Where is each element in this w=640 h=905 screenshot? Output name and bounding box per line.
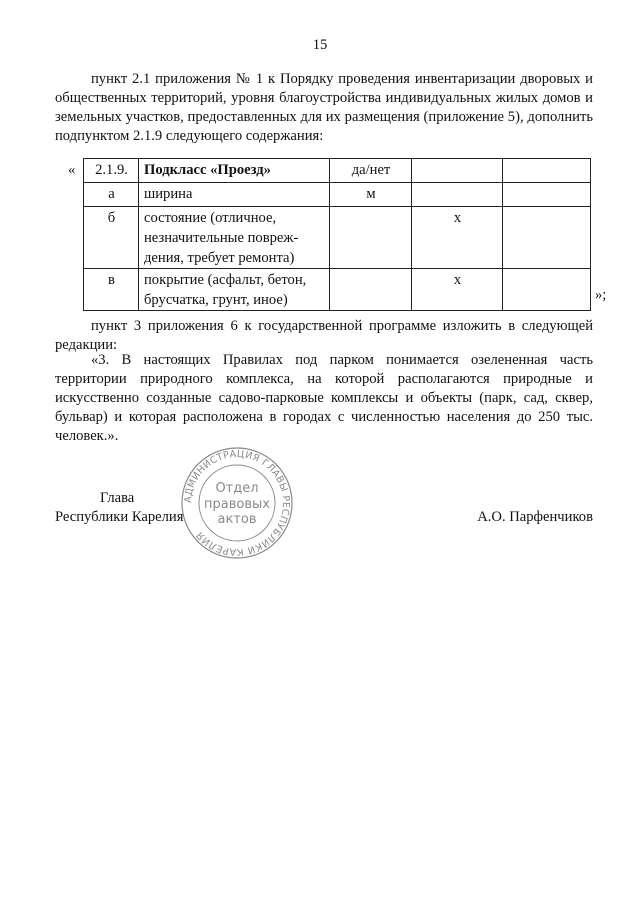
stamp-center-line2: правовых	[204, 497, 270, 512]
row-number-cell: в	[84, 269, 139, 311]
table-row	[84, 183, 591, 207]
stamp-center-line1: Отдел	[215, 481, 259, 496]
signatory-title	[55, 489, 215, 527]
row-number-cell: б	[84, 207, 139, 269]
row-name-cell	[139, 159, 330, 183]
table-row	[84, 159, 591, 183]
table-row	[84, 269, 591, 311]
row-unit-cell	[330, 207, 412, 269]
row-name-cell: ширина	[139, 183, 330, 207]
table-closing-quote: »;	[595, 287, 607, 303]
signatory-name: А.О. Парфенчиков	[477, 509, 593, 525]
row-extra-cell	[503, 183, 591, 207]
row-extra-cell	[503, 207, 591, 269]
stamp-center-line3: актов	[217, 512, 257, 527]
row-name-cell: покрытие (асфальт, бетон, брусчатка, грунт, иное)	[139, 269, 330, 311]
row-name-cell: состояние (отличное, незначительные повреж-дения, требует ремонта)	[139, 207, 330, 269]
signatory-title-line2: Республики Карелия	[55, 509, 184, 525]
paragraph-amendment-intro: пункт 2.1 приложения № 1 к Порядку проведения инвентаризации дворовых и общественных территорий, уровня благоустройства индивидуальных жилых домов и земельных участков, предоставленных для их размещения (приложение 5), дополнить подпунктом 2.1.9 следующего содержания:	[55, 71, 593, 144]
page-number: 15	[312, 37, 328, 53]
amendment-table	[83, 158, 591, 311]
paragraph-program-amendment: пункт 3 приложения 6 к государственной программе изложить в следующей редакции:	[55, 318, 593, 353]
row-mark-cell: x	[412, 269, 503, 311]
subclass-heading: Подкласс «Проезд»	[144, 162, 271, 178]
paragraph-park-definition: «3. В настоящих Правилах под парком понимается озелененная часть территории природного комплекса, на которой располагаются природные и искусственно созданные садово-парковые комплексы и объекты (парк, сад, сквер, бульвар) и которая расположена в городах с численностью населения до 250 тыс. человек.».	[55, 352, 593, 444]
row-unit-cell: м	[330, 183, 412, 207]
row-extra-cell	[503, 159, 591, 183]
row-unit-cell	[330, 269, 412, 311]
row-unit-cell: да/нет	[330, 159, 412, 183]
row-mark-cell: x	[412, 207, 503, 269]
table-opening-quote: «	[68, 162, 76, 178]
row-extra-cell	[503, 269, 591, 311]
row-mark-cell	[412, 183, 503, 207]
signatory-title-line1: Глава	[100, 490, 135, 506]
row-number-cell: а	[84, 183, 139, 207]
row-number-cell: 2.1.9.	[84, 159, 139, 183]
row-mark-cell	[412, 159, 503, 183]
table-row	[84, 207, 591, 269]
stamp-ring-text: АДМИНИСТРАЦИЯ ГЛАВЫ РЕСПУБЛИКИ КАРЕЛИЯ	[182, 448, 292, 558]
